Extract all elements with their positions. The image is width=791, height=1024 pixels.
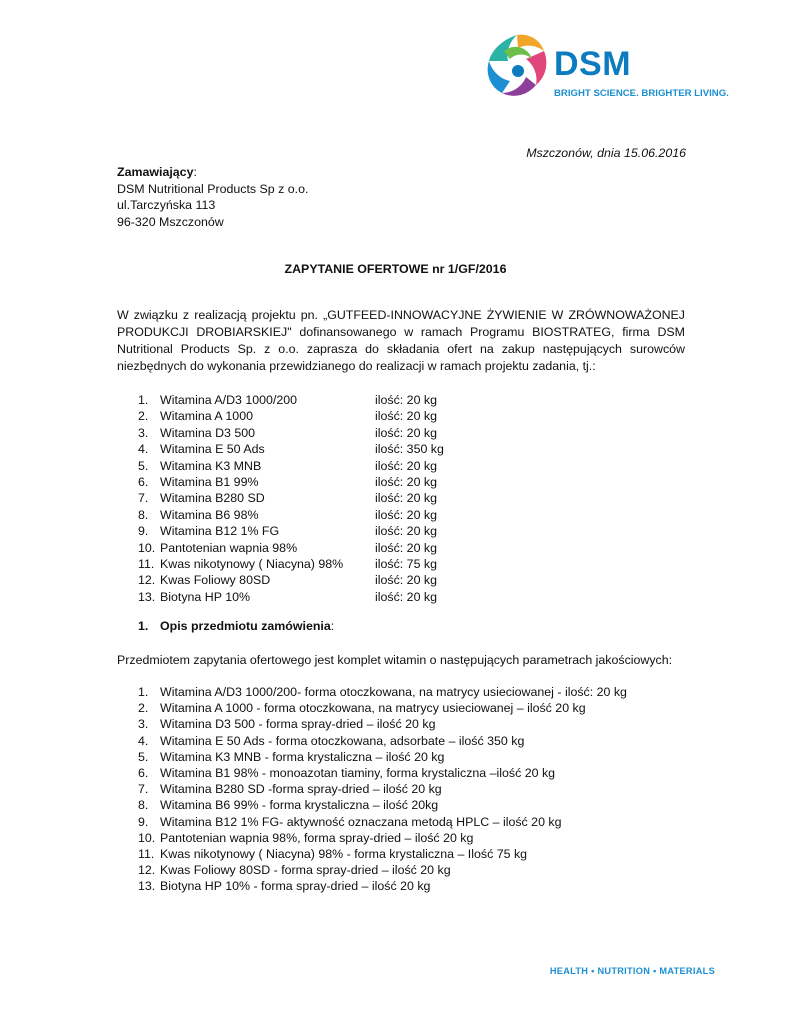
document-title: ZAPYTANIE OFERTOWE nr 1/GF/2016 [284,262,507,276]
section-number: 1. [138,619,149,633]
item-quantity: ilość: 350 kg [375,442,444,457]
spec-text: Witamina A 1000 - forma otoczkowana, na matrycy usieciowanej – ilość 20 kg [160,701,586,716]
item-name: Pantotenian wapnia 98% [160,540,298,555]
item-number: 13. [138,589,156,604]
section-colon: : [330,619,335,633]
spec-number: 3. [138,717,149,732]
date-line: Mszczonów, dnia 15.06.2016 [526,146,686,160]
item-number: 12. [138,573,156,588]
item-quantity: ilość: 20 kg [375,573,437,588]
logo-wordmark: DSM [554,45,632,83]
buyer-address [117,164,308,230]
list-item [138,458,437,474]
item-name: Witamina B280 SD [160,491,265,506]
list-item [138,441,444,457]
spec-text: Biotyna HP 10% - forma spray-dried – ilość 20 kg [160,879,431,894]
spec-text: Kwas Foliowy 80SD - forma spray-dried – ilość 20 kg [160,863,451,878]
specs-list [138,684,627,894]
item-name: Witamina B12 1% FG [160,524,280,539]
item-quantity: ilość: 20 kg [375,540,437,555]
list-item [138,878,431,894]
item-quantity: ilość: 20 kg [375,393,437,407]
spec-text: Witamina B280 SD -forma spray-dried – ilość 20 kg [160,782,442,797]
spec-number: 9. [138,814,149,829]
item-quantity: ilość: 20 kg [375,491,437,506]
item-name: Witamina E 50 Ads [160,442,265,457]
item-number: 9. [138,524,149,539]
item-quantity: ilość: 20 kg [375,507,437,522]
spec-number: 4. [138,733,149,748]
list-item [138,700,586,716]
spec-number: 2. [138,701,149,716]
spec-number: 11. [138,846,155,861]
item-quantity: ilość: 20 kg [375,474,437,489]
list-item [138,862,451,878]
spec-number: 7. [138,782,149,797]
item-number: 11. [138,556,155,571]
list-item [138,797,439,813]
buyer-city: 96-320 Mszczonów [117,214,224,229]
list-item [138,846,528,862]
item-number: 2. [138,409,149,424]
spec-text: Witamina B6 99% - forma krystaliczna – ilość 20kg [160,798,439,813]
list-item [138,684,627,700]
list-item [138,425,437,441]
list-item [138,781,442,797]
item-number: 7. [138,491,149,506]
spec-number: 12. [138,863,156,878]
item-quantity: ilość: 20 kg [375,524,437,539]
list-item [138,765,556,781]
list-item [138,733,525,749]
spec-text: Witamina B12 1% FG- aktywność oznaczana metodą HPLC – ilość 20 kg [160,814,562,829]
section-title: Opis przedmiotu zamówienia [160,619,331,633]
spec-number: 5. [138,749,149,764]
list-item [138,540,437,556]
list-item [138,589,437,605]
spec-text: Witamina A/D3 1000/200- forma otoczkowana, na matrycy usieciowanej - ilość: 20 kg [160,685,627,699]
spec-text: Kwas nikotynowy ( Niacyna) 98% - forma krystaliczna – Ilość 75 kg [160,846,528,861]
specs-intro: Przedmiotem zapytania ofertowego jest komplet witamin o następujących parametrach jakościowych: [117,653,673,667]
list-item [138,490,437,506]
list-item [138,392,437,408]
items-list [138,392,444,605]
buyer-label: Zamawiający [117,165,194,179]
spec-number: 6. [138,765,149,780]
spec-text: Pantotenian wapnia 98%, forma spray-dried – ilość 20 kg [160,830,474,845]
item-number: 8. [138,507,149,522]
list-item [138,814,562,830]
item-quantity: ilość: 20 kg [375,425,437,440]
spec-number: 13. [138,879,156,894]
list-item [138,408,437,424]
item-name: Kwas Foliowy 80SD [160,573,271,588]
item-name: Kwas nikotynowy ( Niacyna) 98% [160,556,344,571]
list-item [138,749,445,765]
list-item [138,716,436,732]
section-heading [138,619,334,633]
spec-number: 8. [138,798,149,813]
list-item [138,572,437,588]
spec-number: 1. [138,685,149,699]
spec-text: Witamina K3 MNB - forma krystaliczna – ilość 20 kg [160,749,445,764]
list-item [138,507,437,523]
item-number: 10. [138,540,156,555]
item-number: 1. [138,393,149,407]
item-quantity: ilość: 20 kg [375,458,437,473]
item-quantity: ilość: 75 kg [375,556,437,571]
footer-tagline: HEALTH • NUTRITION • MATERIALS [549,966,715,976]
logo-tagline: BRIGHT SCIENCE. BRIGHTER LIVING. [554,88,729,99]
buyer-street: ul.Tarczyńska 113 [117,198,216,213]
list-item [138,474,437,490]
list-item [138,523,437,539]
buyer-label-colon: : [193,165,197,179]
list-item [138,556,437,572]
item-name: Witamina K3 MNB [160,458,262,473]
buyer-label-line [117,164,308,181]
spec-text: Witamina E 50 Ads - forma otoczkowana, adsorbate – ilość 350 kg [160,733,525,748]
item-name: Witamina B6 98% [160,507,259,522]
item-number: 6. [138,474,149,489]
item-name: Biotyna HP 10% [160,589,251,604]
spec-text: Witamina B1 98% - monoazotan tiaminy, forma krystaliczna –ilość 20 kg [160,765,556,780]
item-name: Witamina A/D3 1000/200 [160,393,298,407]
dsm-logo [484,31,729,107]
buyer-name: DSM Nutritional Products Sp z o.o. [117,181,309,196]
item-quantity: ilość: 20 kg [375,409,437,424]
item-name: Witamina A 1000 [160,409,253,424]
list-item [138,830,474,846]
item-number: 5. [138,458,149,473]
item-name: Witamina D3 500 [160,425,256,440]
dsm-logo-mark-icon [484,31,550,107]
item-number: 3. [138,425,149,440]
spec-number: 10. [138,830,156,845]
item-number: 4. [138,442,149,457]
intro-paragraph: W związku z realizacją projektu pn. „GUTFEED-INNOWACYJNE ŻYWIENIE W ZRÓWNOWAŻONEJ PRODUKCJI DROBIARSKIEJ" dofinansowanego w ramach Programu BIOSTRATEG, firma DSM Nutritional Products Sp. z o.o. zaprasza do składania ofert na zakup następujących surowców niezbędnych do wykonania przewidzianego do realizacji w ramach projektu zadania, tj.: [117,308,685,373]
item-quantity: ilość: 20 kg [375,589,437,604]
spec-text: Witamina D3 500 - forma spray-dried – ilość 20 kg [160,717,436,732]
item-name: Witamina B1 99% [160,474,259,489]
